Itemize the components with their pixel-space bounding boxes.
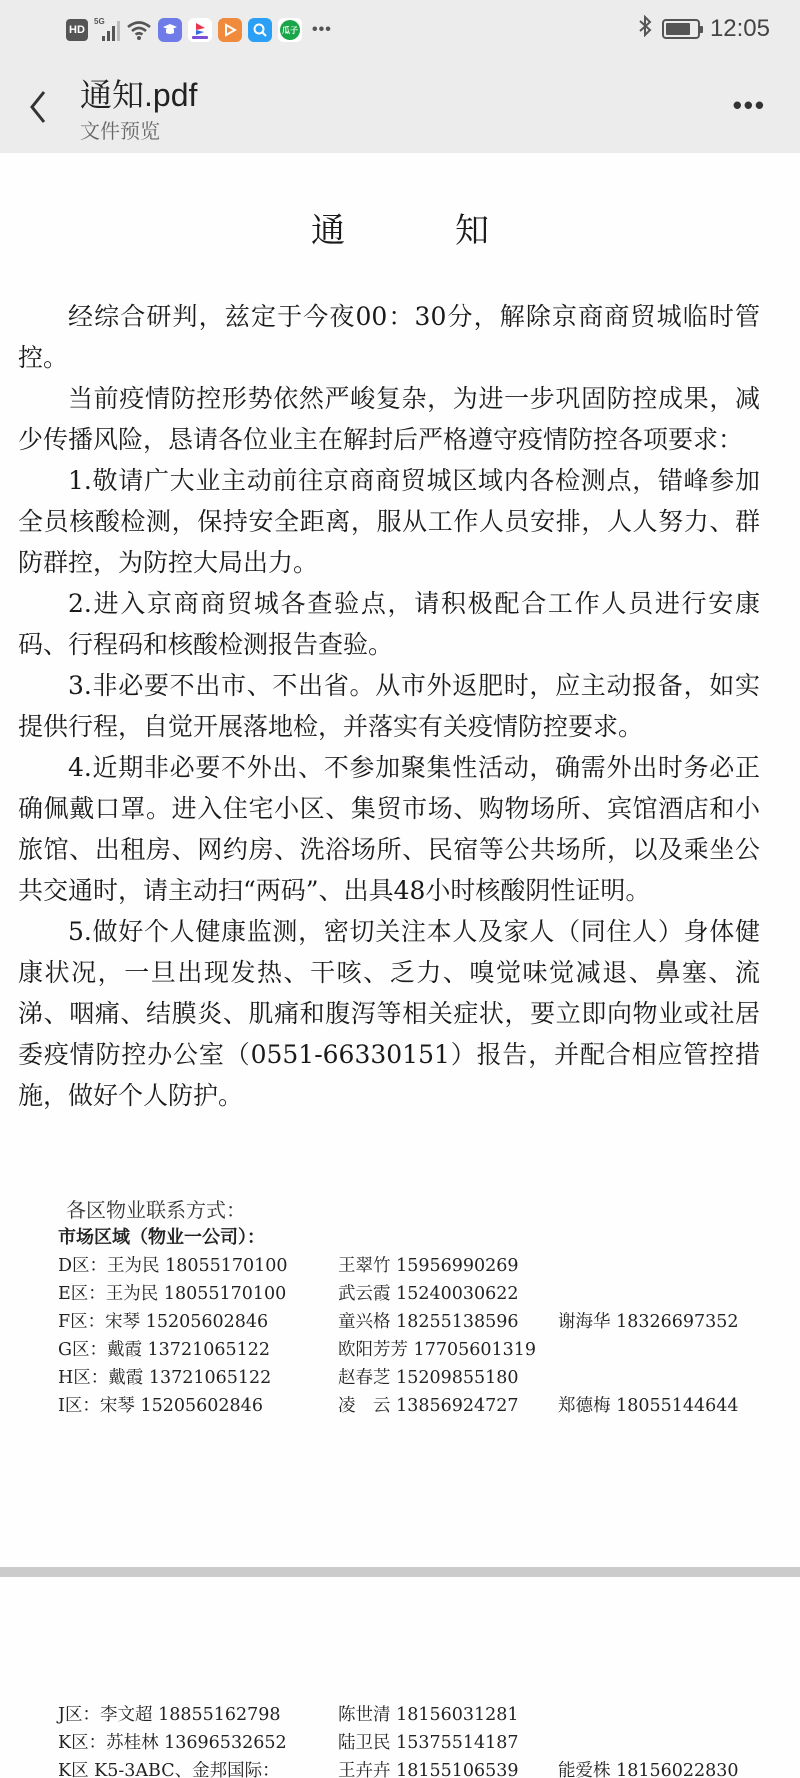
file-subtitle: 文件预览: [80, 119, 160, 143]
wifi-icon: [126, 19, 152, 41]
paragraph: 1.敬请广大业主动前往京商商贸城区域内各检测点，错峰参加全员核酸检测，保持安全距离，服从工作人员安排，人人努力、群防群控，为防控大局出力。: [18, 466, 760, 577]
page-divider: [0, 1567, 800, 1577]
more-notifications-icon: •••: [312, 21, 332, 38]
contact-row: E区：王为民 18055170100 武云霞 15240030622: [58, 1284, 519, 1304]
bluetooth-icon: [638, 15, 652, 43]
search-app-icon: [248, 18, 272, 42]
file-title: 通知.pdf: [80, 77, 198, 113]
clock: 12:05: [709, 15, 770, 42]
edu-app-icon: [158, 18, 182, 42]
video-app-icon: [188, 18, 212, 42]
paragraph: 当前疫情防控形势依然严峻复杂，为进一步巩固防控成果，减少传播风险，恳请各位业主在解封后严格遵守疫情防控各项要求：: [18, 384, 760, 454]
paragraph: 4.近期非必要不外出、不参加聚集性活动，确需外出时务必正确佩戴口罩。进入住宅小区、集贸市场、购物场所、宾馆酒店和小旅馆、出租房、网约房、洗浴场所、民宿等公共场所，以及乘坐公共交通时，请主动扫“两码”、出具48小时核酸阴性证明。: [18, 753, 760, 905]
back-button[interactable]: [22, 84, 56, 130]
document-title: 通 知: [311, 211, 527, 251]
app-header: [0, 60, 800, 153]
status-left: [66, 16, 332, 44]
player-app-icon: [218, 18, 242, 42]
more-options-button[interactable]: •••: [732, 90, 766, 120]
contact-row: J区：李文超 18855162798 陈世清 18156031281: [58, 1705, 519, 1725]
status-right: [638, 14, 770, 44]
contacts-list: [58, 1196, 798, 1420]
battery-icon: [662, 19, 700, 39]
contact-row: D区：王为民 18055170100 王翠竹 15956990269: [58, 1256, 519, 1276]
contact-row: F区：宋琴 15205602846 童兴格 18255138596 谢海华 18326697352: [58, 1312, 739, 1332]
guazi-app-icon: 瓜子: [278, 18, 302, 42]
status-bar: [0, 0, 800, 60]
contact-row: H区：戴霞 13721065122 赵春芝 15209855180: [58, 1368, 519, 1388]
contacts-label: 各区物业联系方式：: [66, 1198, 246, 1222]
network-type: 5G: [94, 17, 105, 26]
hd-icon: HD: [66, 19, 88, 41]
contact-row: K区 K5-3ABC、金邦国际： 王卉卉 18155106539 能爱株 18156022830: [58, 1761, 739, 1778]
contact-row: G区：戴霞 13721065122 欧阳芳芳 17705601319: [58, 1340, 537, 1360]
chevron-left-icon: [22, 84, 56, 130]
paragraph: 2.进入京商商贸城各查验点，请积极配合工作人员进行安康码、行程码和核酸检测报告查验。: [18, 589, 760, 659]
paragraph: 经综合研判，兹定于今夜00：30分，解除京商商贸城临时管控。: [18, 302, 760, 372]
paragraph: 5.做好个人健康监测，密切关注本人及家人（同住人）身体健康状况，一旦出现发热、干咳、乏力、嗅觉味觉减退、鼻塞、流涕、咽痛、结膜炎、肌痛和腹泻等相关症状，要立即向物业或社居委疫情防控办公室（0551-66330151）报告，并配合相应管控措施，做好个人防护。: [18, 917, 760, 1110]
document-body: [18, 296, 760, 1116]
5g-signal-icon: [94, 19, 120, 41]
contacts-section-title: 市场区域（物业一公司）：: [58, 1227, 265, 1248]
contact-row: I区：宋琴 15205602846 凌 云 13856924727 郑德梅 18055144644: [58, 1396, 739, 1416]
contacts-list-page-2: [58, 1701, 798, 1778]
contact-row: K区：苏桂林 13696532652 陆卫民 15375514187: [58, 1733, 519, 1753]
paragraph: 3.非必要不出市、不出省。从市外返肥时，应主动报备，如实提供行程，自觉开展落地检，并落实有关疫情防控要求。: [18, 671, 760, 741]
